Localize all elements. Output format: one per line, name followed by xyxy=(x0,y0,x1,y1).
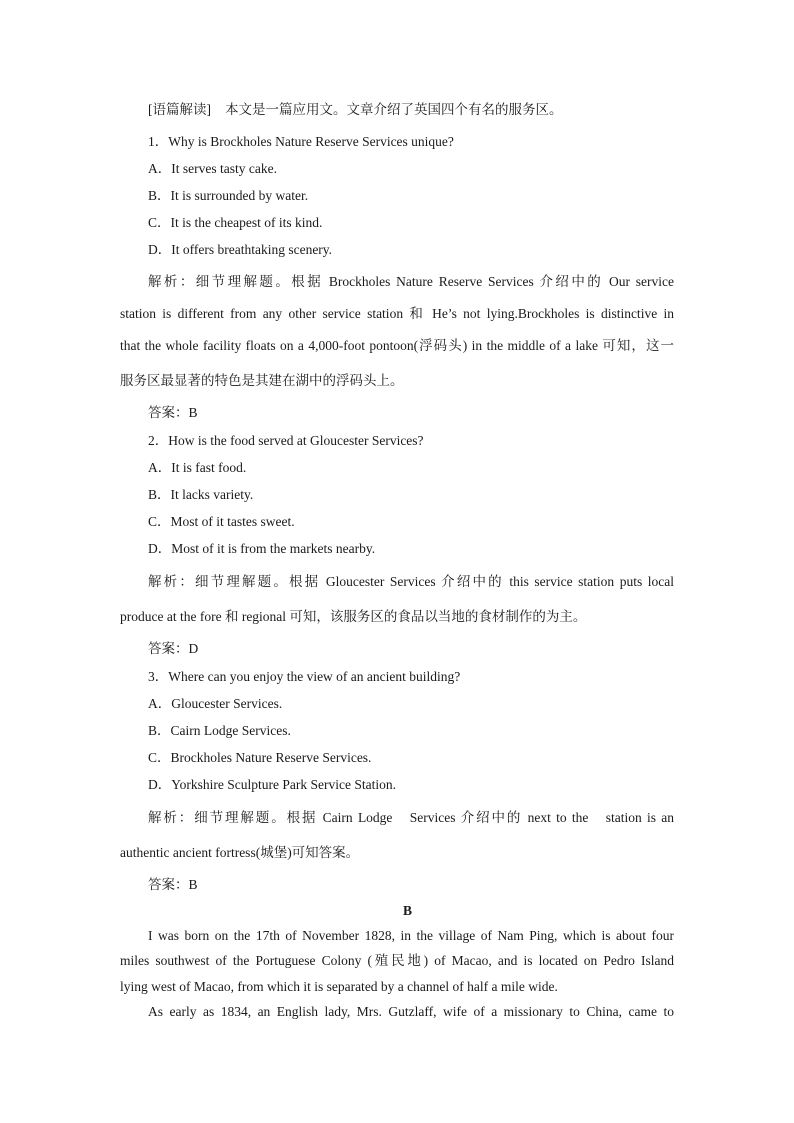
option-a: A．Gloucester Services. xyxy=(148,696,283,711)
analysis-line: that the whole facility floats on a 4,000-foot pontoon(浮码头) in the middle of a lake 可知，这一 xyxy=(120,338,674,353)
question-stem: 2．How is the food served at Gloucester Services? xyxy=(148,433,424,448)
analysis-line: authentic ancient fortress(城堡)可知答案。 xyxy=(120,845,360,860)
intro-label: [语篇解读] xyxy=(148,102,211,117)
option-c: C．It is the cheapest of its kind. xyxy=(148,215,323,230)
answer-line: 答案：D xyxy=(148,641,199,656)
option-d: D．Yorkshire Sculpture Park Service Station. xyxy=(148,777,396,792)
answer-line: 答案：B xyxy=(148,877,198,892)
passage-line: As early as 1834, an English lady, Mrs. Gutzlaff, wife of a missionary to China, came to xyxy=(148,1004,674,1019)
intro-line xyxy=(148,100,674,120)
option-d: D．Most of it is from the markets nearby. xyxy=(148,541,376,556)
passage-line: miles southwest of the Portuguese Colony (殖民地) of Macao, and is located on Pedro Island xyxy=(120,953,674,968)
question-stem: 1．Why is Brockholes Nature Reserve Services unique? xyxy=(148,134,454,149)
analysis-line: 服务区最显著的特色是其建在湖中的浮码头上。 xyxy=(120,373,404,388)
analysis-line: 解析：细节理解题。根据 Brockholes Nature Reserve Services 介绍中的 Our service xyxy=(148,274,674,289)
answer-line: 答案：B xyxy=(148,405,198,420)
option-d: D．It offers breathtaking scenery. xyxy=(148,242,333,257)
option-b: B．It lacks variety. xyxy=(148,487,254,502)
option-b: B．It is surrounded by water. xyxy=(148,188,309,203)
passage-line: I was born on the 17th of November 1828, in the village of Nam Ping, which is about four xyxy=(148,928,674,943)
analysis-line: produce at the fore 和 regional 可知，该服务区的食品以当地的食材制作的为主。 xyxy=(120,609,587,624)
passage-line: lying west of Macao, from which it is separated by a channel of half a mile wide. xyxy=(120,979,558,994)
intro-text: 本文是一篇应用文。文章介绍了英国四个有名的服务区。 xyxy=(225,102,563,117)
analysis-line: station is different from any other service station 和 He’s not lying.Brockholes is distinctive in xyxy=(120,306,674,321)
option-c: C．Brockholes Nature Reserve Services. xyxy=(148,750,372,765)
analysis-line: 解析：细节理解题。根据 Cairn Lodge Services 介绍中的 next to the station is an xyxy=(148,810,674,825)
option-c: C．Most of it tastes sweet. xyxy=(148,514,295,529)
section-heading: B xyxy=(403,903,413,918)
option-a: A．It is fast food. xyxy=(148,460,247,475)
question-stem: 3．Where can you enjoy the view of an ancient building? xyxy=(148,669,461,684)
option-b: B．Cairn Lodge Services. xyxy=(148,723,291,738)
option-a: A．It serves tasty cake. xyxy=(148,161,277,176)
analysis-line: 解析：细节理解题。根据 Gloucester Services 介绍中的 this service station puts local xyxy=(148,574,674,589)
